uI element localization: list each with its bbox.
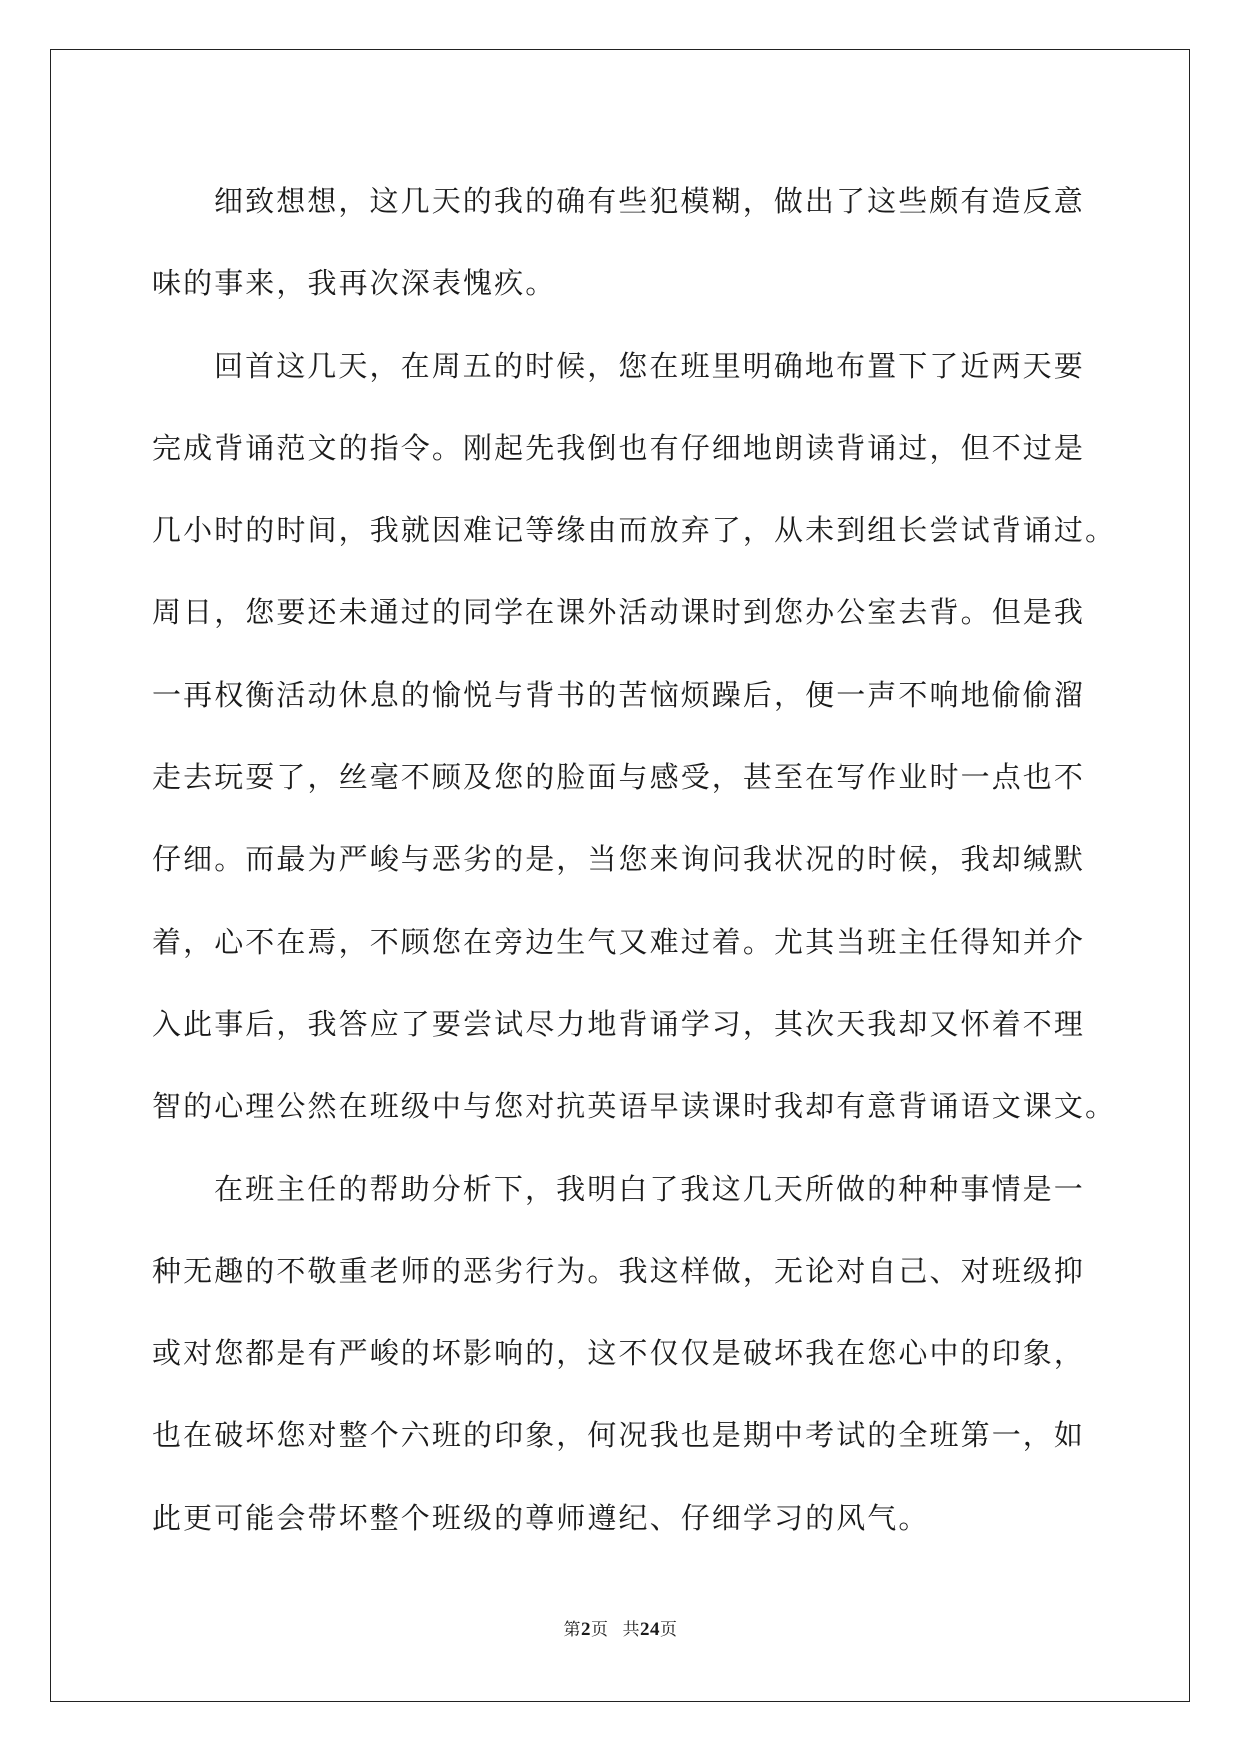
footer-page-suffix: 页 (591, 1620, 609, 1640)
text-line: 也在破坏您对整个六班的印象，何况我也是期中考试的全班第一，如 (152, 1418, 1086, 1453)
text-line: 仔细。而最为严峻与恶劣的是，当您来询问我状况的时候，我却缄默 (152, 842, 1086, 877)
footer-total-pages: 24 (640, 1619, 660, 1640)
footer-page-number: 2 (581, 1619, 591, 1640)
text-line: 完成背诵范文的指令。刚起先我倒也有仔细地朗读背诵过，但不过是 (152, 430, 1086, 465)
text-line: 周日，您要还未通过的同学在课外活动课时到您办公室去背。但是我 (152, 595, 1086, 630)
footer-page-prefix: 第 (563, 1620, 581, 1640)
text-line: 走去玩耍了，丝毫不顾及您的脸面与感受，甚至在写作业时一点也不 (152, 760, 1086, 795)
text-line: 或对您都是有严峻的坏影响的，这不仅仅是破坏我在您心中的印象， (152, 1336, 1086, 1371)
text-line: 智的心理公然在班级中与您对抗英语早读课时我却有意背诵语文课文。 (152, 1089, 1117, 1124)
page-footer (0, 1615, 1241, 1641)
text-line: 几小时的时间，我就因难记等缘由而放弃了，从未到组长尝试背诵过。 (152, 513, 1117, 548)
body-text (152, 160, 1117, 1559)
text-line: 回首这几天，在周五的时候，您在班里明确地布置下了近两天要 (214, 348, 1085, 383)
footer-total-suffix: 页 (660, 1620, 678, 1640)
text-line: 一再权衡活动休息的愉悦与背书的苦恼烦躁后，便一声不响地偷偷溜 (152, 677, 1086, 712)
text-line: 味的事来，我再次深表愧疚。 (152, 266, 557, 301)
text-line: 细致想想，这几天的我的确有些犯模糊，做出了这些颇有造反意 (214, 184, 1085, 218)
footer-total-prefix: 共 (622, 1620, 640, 1640)
text-line: 在班主任的帮助分析下，我明白了我这几天所做的种种事情是一 (214, 1171, 1085, 1206)
text-line: 入此事后，我答应了要尝试尽力地背诵学习，其次天我却又怀着不理 (152, 1006, 1086, 1041)
text-line: 此更可能会带坏整个班级的尊师遵纪、仔细学习的风气。 (152, 1500, 930, 1535)
text-line: 种无趣的不敬重老师的恶劣行为。我这样做，无论对自己、对班级抑 (152, 1253, 1086, 1288)
text-line: 着，心不在焉，不顾您在旁边生气又难过着。尤其当班主任得知并介 (152, 924, 1086, 959)
